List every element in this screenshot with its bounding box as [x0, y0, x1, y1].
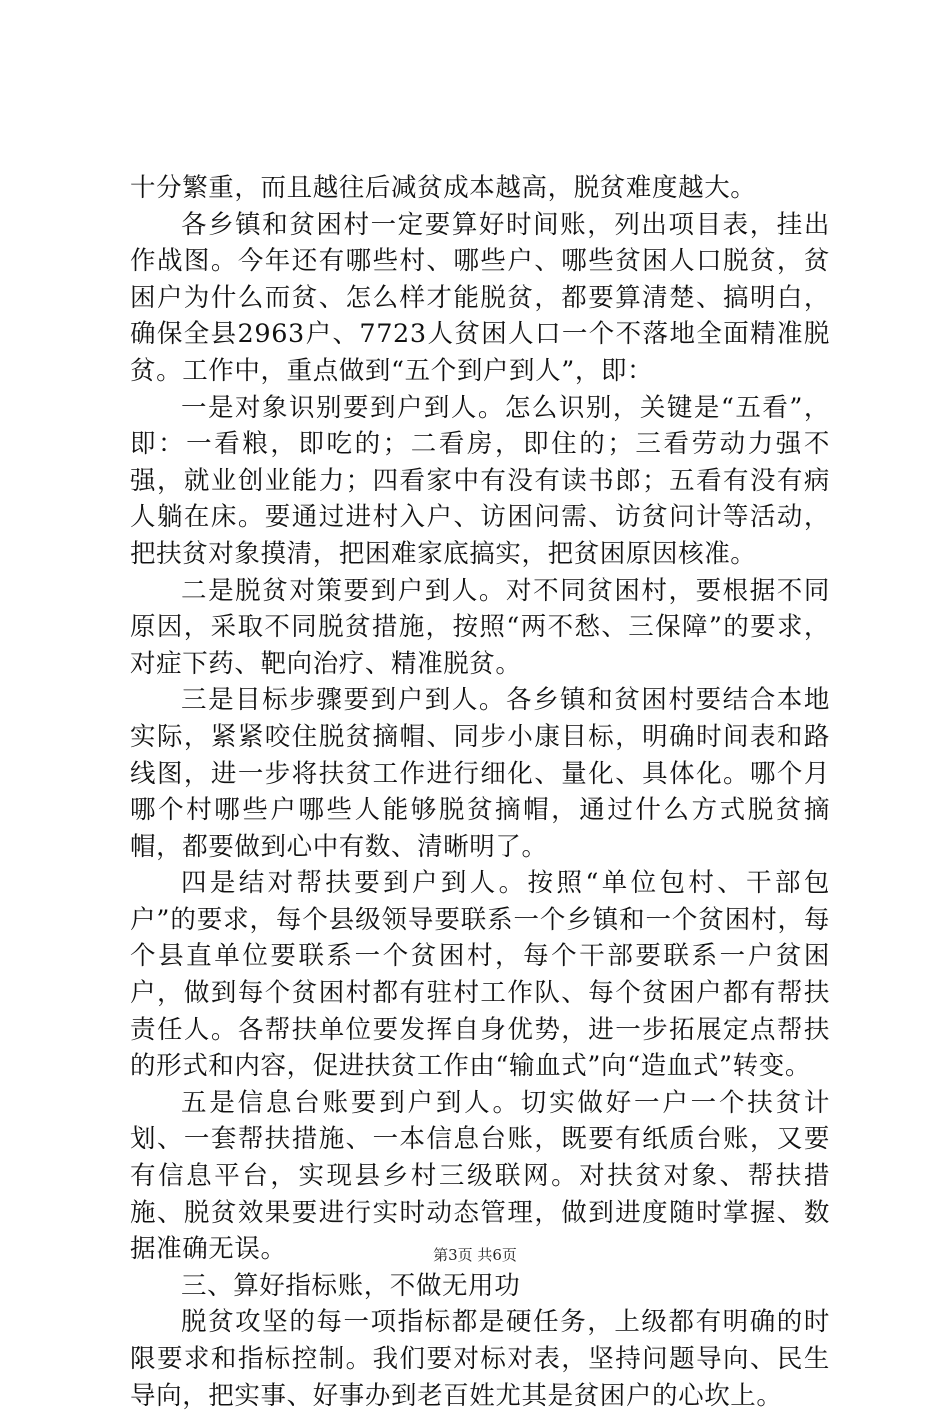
page-number-footer: 第3页 共6页	[433, 1246, 517, 1264]
document-body	[130, 170, 830, 1414]
paragraph-target-identification: 一是对象识别要到户到人。怎么识别，关键是“五看”，即：一看粮，即吃的；二看房，即住的；三看劳动力强不强，就业创业能力；四看家中有没有读书郎；五看有没有病人躺在床。要通过进村入户、访困问需、访贫问计等活动，把扶贫对象摸清，把困难家底搞实，把贫困原因核准。	[130, 392, 830, 569]
paragraph-continuation: 十分繁重，而且越往后减贫成本越高，脱贫难度越大。	[130, 173, 757, 203]
section-heading-indicator-account: 三、算好指标账，不做无用功	[181, 1270, 521, 1301]
paragraph-indicator-tasks: 脱贫攻坚的每一项指标都是硬任务，上级都有明确的时限要求和指标控制。我们要对标对表，坚持问题导向、民生导向，把实事、好事办到老百姓尤其是贫困户的心坎上。	[130, 1307, 830, 1411]
paragraph-information-ledger: 五是信息台账要到户到人。切实做好一户一个扶贫计划、一套帮扶措施、一本信息台账，既要有纸质台账，又要有信息平台，实现县乡村三级联网。对扶贫对象、帮扶措施、脱贫效果要进行实时动态管理，做到进度随时掌握、数据准确无误。	[130, 1087, 830, 1265]
paragraph-paired-assistance: 四是结对帮扶要到户到人。按照“单位包村、干部包户”的要求，每个县级领导要联系一个乡镇和一个贫困村，每个县直单位要联系一个贫困村，每个干部要联系一户贫困户，做到每个贫困村都有驻村工作队、每个贫困户都有帮扶责任人。各帮扶单位要发挥自身优势，进一步拓展定点帮扶的形式和内容，促进扶贫工作由“输血式”向“造血式”转变。	[130, 868, 830, 1082]
paragraph-time-account: 各乡镇和贫困村一定要算好时间账，列出项目表，挂出作战图。今年还有哪些村、哪些户、哪些贫困人口脱贫，贫困户为什么而贫、怎么样才能脱贫，都要算清楚、搞明白，确保全县2963户、7723人贫困人口一个不落地全面精准脱贫。工作中，重点做到“五个到户到人”，即：	[130, 209, 830, 386]
paragraph-target-steps: 三是目标步骤要到户到人。各乡镇和贫困村要结合本地实际，紧紧咬住脱贫摘帽、同步小康目标，明确时间表和路线图，进一步将扶贫工作进行细化、量化、具体化。哪个月哪个村哪些户哪些人能够脱贫摘帽，通过什么方式脱贫摘帽，都要做到心中有数、清晰明了。	[130, 685, 830, 862]
paragraph-poverty-measures: 二是脱贫对策要到户到人。对不同贫困村，要根据不同原因，采取不同脱贫措施，按照“两不愁、三保障”的要求，对症下药、靶向治疗、精准脱贫。	[130, 575, 830, 679]
